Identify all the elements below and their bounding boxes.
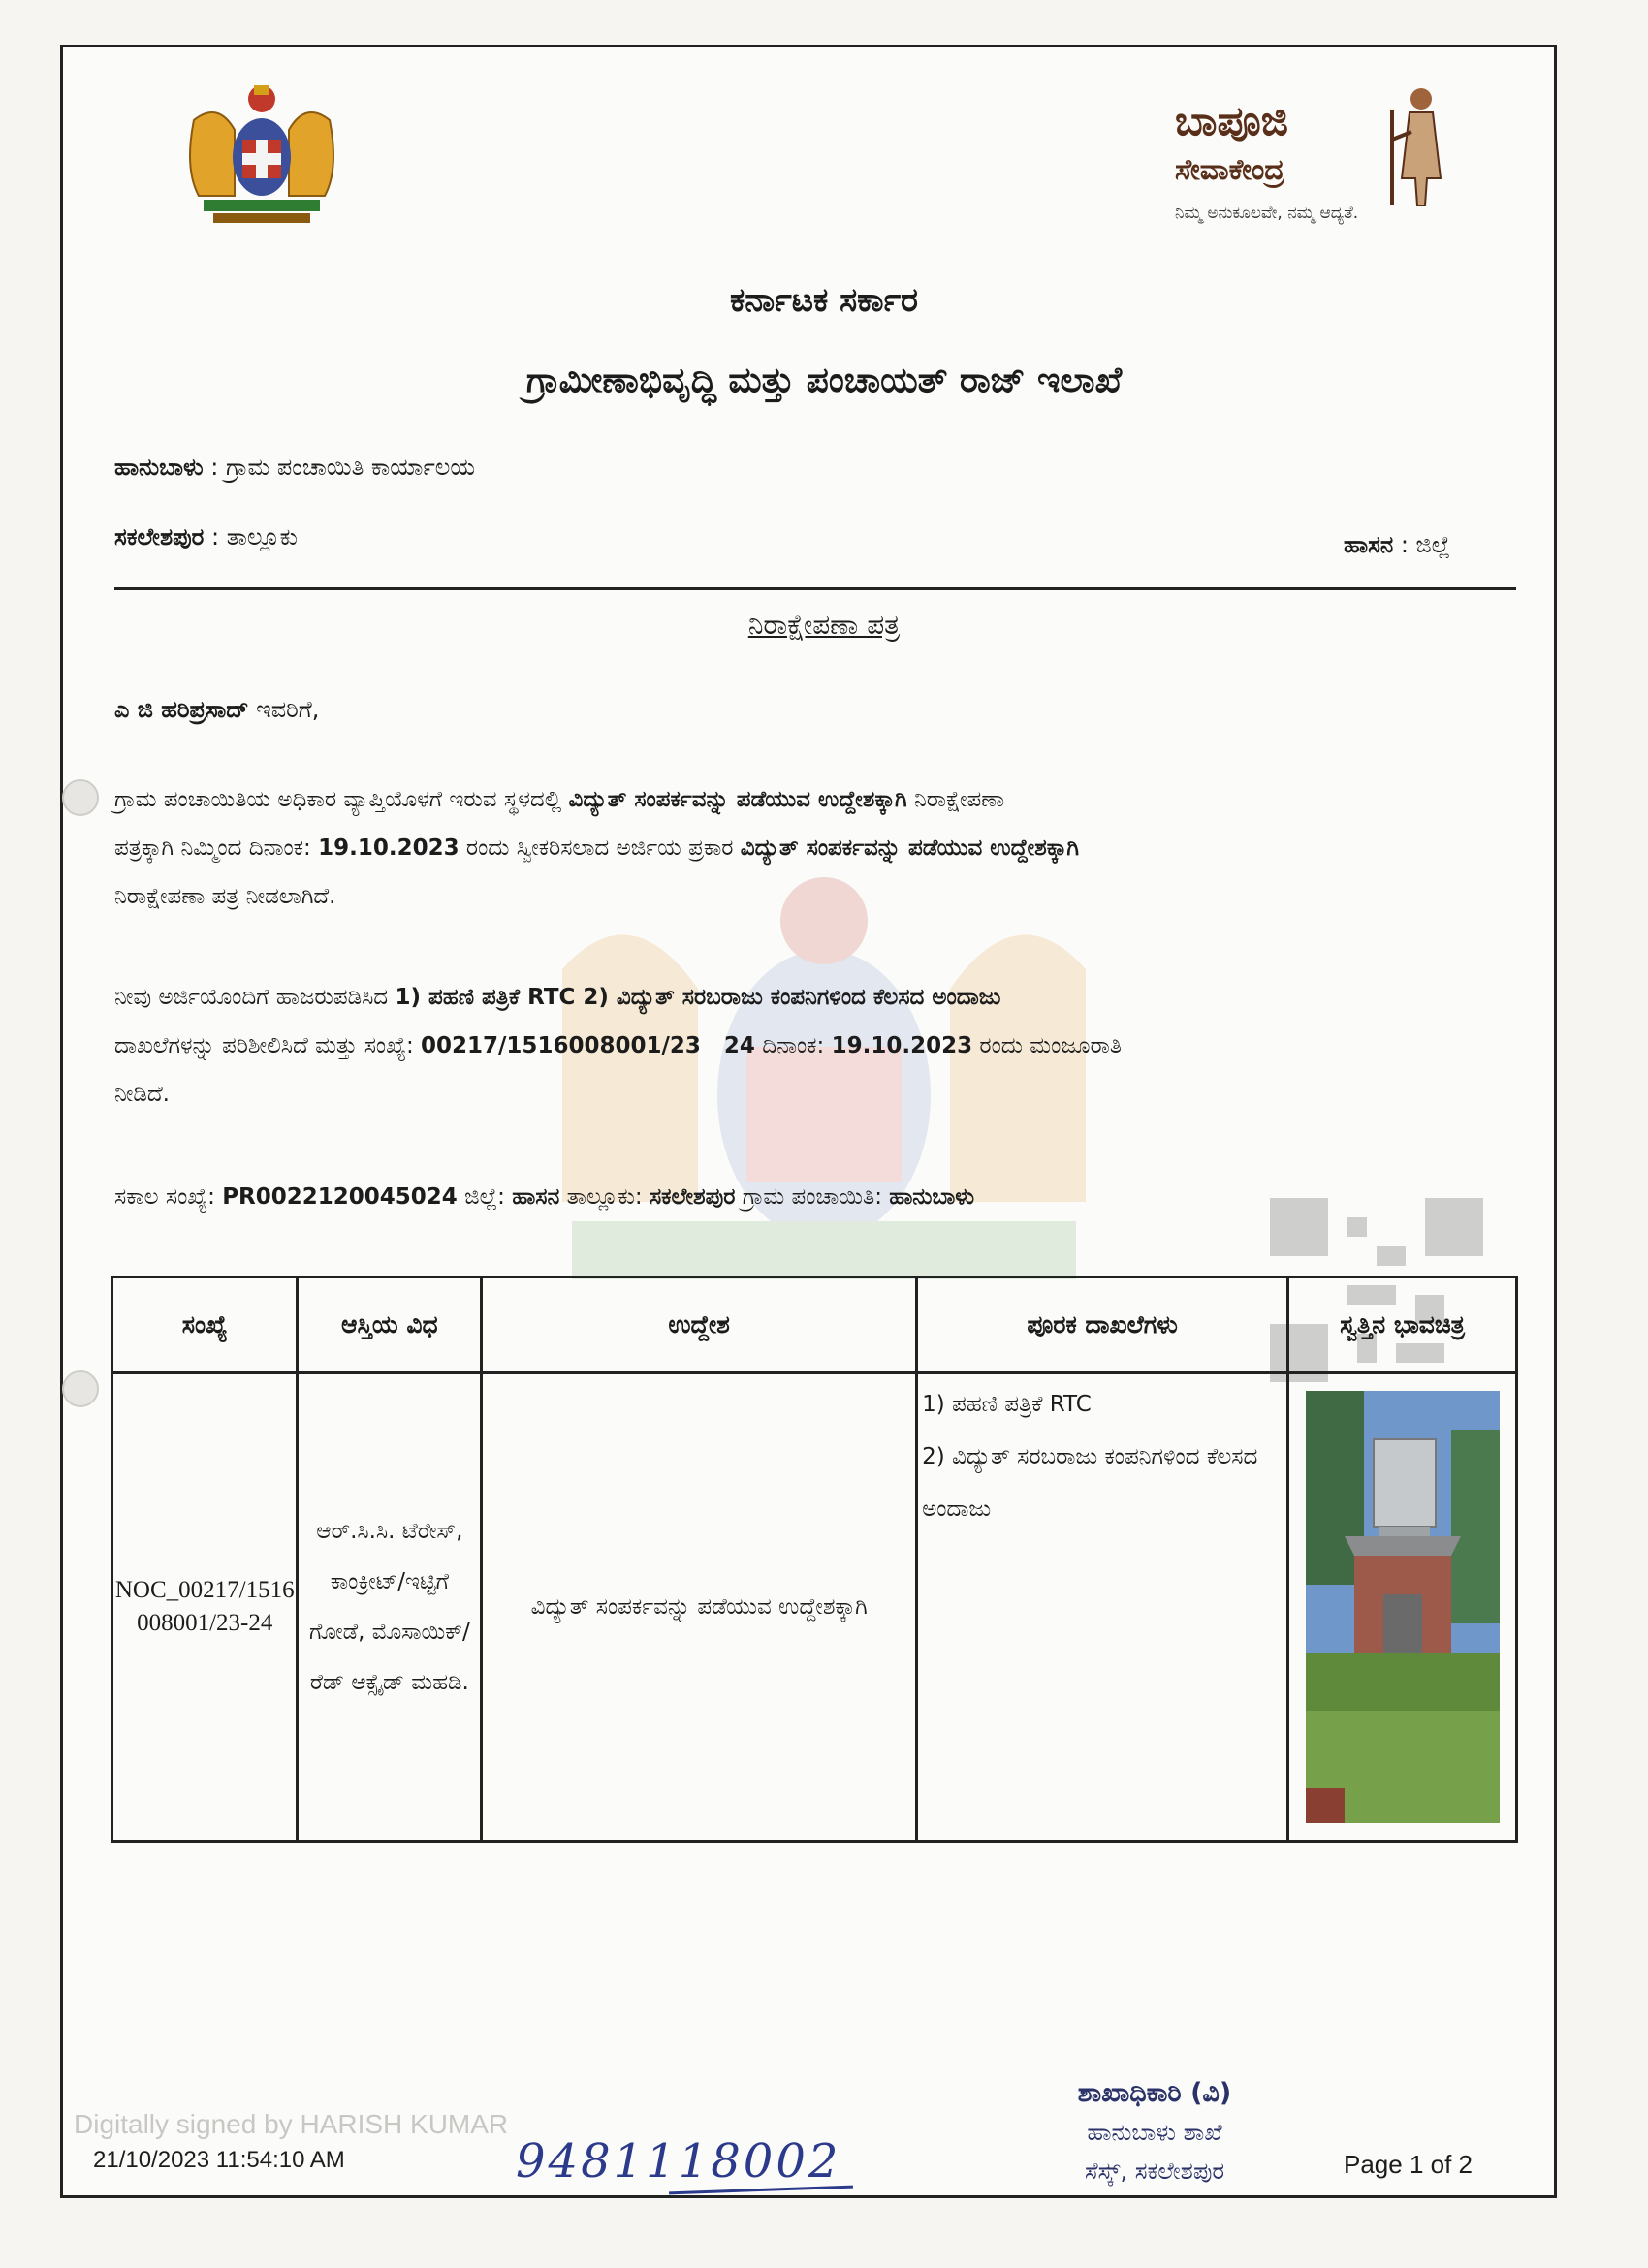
para2-number: 00217/1516008001/23 24 (421, 1033, 755, 1058)
para1-text-4: ರಂದು ಸ್ವೀಕರಿಸಲಾದ ಅರ್ಜಿಯ ಪ್ರಕಾರ (459, 835, 741, 861)
sakala-gp-label: ಗ್ರಾಮ ಪಂಚಾಯಿತಿ: (735, 1184, 890, 1210)
sakala-district-label: ಜಿಲ್ಲೆ: (457, 1184, 513, 1210)
doc-item-2: 2) ವಿದ್ಯುತ್ ಸರಬರಾಜು ಕಂಪನಿಗಳಿಂದ ಕೆಲಸದ ಅಂದಾಜು (922, 1444, 1258, 1522)
cell-photo (1288, 1373, 1517, 1842)
paragraph-1 (114, 775, 1530, 921)
paragraph-2 (114, 973, 1530, 1118)
sakala-taluk: ಸಕಲೇಶಪುರ (649, 1184, 736, 1210)
para2-date: 19.10.2023 (831, 1033, 973, 1058)
para1-bold-2: ವಿದ್ಯುತ್ ಸಂಪರ್ಕವನ್ನು ಪಡೆಯುವ ಉದ್ದೇಶಕ್ಕಾಗಿ (740, 835, 1079, 861)
stamp-line-1: ಶಾಖಾಧಿಕಾರಿ (ವಿ) (1077, 2078, 1232, 2108)
sakala-taluk-label: ತಾಲ್ಲೂಕು: (559, 1184, 650, 1210)
para1-text-3: ಪತ್ರಕ್ಕಾಗಿ ನಿಮ್ಮಿಂದ ದಿನಾಂಕ: (114, 835, 319, 861)
district-line (1344, 531, 1450, 558)
cell-purpose: ವಿದ್ಯುತ್ ಸಂಪರ್ಕವನ್ನು ಪಡೆಯುವ ಉದ್ದೇಶಕ್ಕಾಗಿ (482, 1373, 917, 1842)
col-header-purpose: ಉದ್ದೇಶ (482, 1277, 917, 1373)
punch-hole-top (62, 779, 99, 816)
handwritten-phone-number: 9481118002 (516, 2134, 841, 2189)
col-header-photo: ಸ್ವತ್ತಿನ ಭಾವಚಿತ್ರ (1288, 1277, 1517, 1373)
table-row (112, 1373, 1517, 1842)
cell-noc-number: NOC_00217/1516008001/23-24 (112, 1373, 298, 1842)
para1-text-5: ನಿರಾಕ್ಷೇಪಣಾ ಪತ್ರ ನೀಡಲಾಗಿದೆ. (114, 884, 336, 909)
para2-text-2: ದಾಖಲೆಗಳನ್ನು ಪರಿಶೀಲಿಸಿದೆ ಮತ್ತು ಸಂಖ್ಯೆ: (114, 1033, 422, 1058)
taluk-line (114, 523, 298, 551)
bapuji-tagline: ನಿಮ್ಮ ಅನುಕೂಲವೇ, ನಮ್ಮ ಆದ್ಯತೆ. (1175, 204, 1359, 223)
cell-property-type: ಆರ್.ಸಿ.ಸಿ. ಟೆರೇಸ್, ಕಾಂಕ್ರೀಟ್/ಇಟ್ಟಿಗೆ ಗೋಡೆ, ಮೊಸಾಯಿಕ್/ರೆಡ್ ಆಕ್ಸೈಡ್ ಮಹಡಿ. (298, 1373, 482, 1842)
officer-stamp (1033, 2074, 1276, 2190)
department-title: ಗ್ರಾಮೀಣಾಭಿವೃದ್ಧಿ ಮತ್ತು ಪಂಚಾಯತ್ ರಾಜ್ ಇಲಾಖೆ (525, 361, 1123, 400)
col-header-property-type: ಆಸ್ತಿಯ ವಿಧ (298, 1277, 482, 1373)
punch-hole-bottom (62, 1370, 99, 1407)
para2-text-1: ನೀವು ಅರ್ಜಿಯೊಂದಿಗೆ ಹಾಜರುಪಡಿಸಿದ (114, 985, 396, 1010)
panchayat-line (114, 454, 475, 481)
para1-bold-1: ವಿದ್ಯುತ್ ಸಂಪರ್ಕವನ್ನು ಪಡೆಯುವ ಉದ್ದೇಶಕ್ಕಾಗಿ (568, 787, 907, 812)
panchayat-name: ಹಾನುಬಾಳು (114, 454, 204, 481)
gandhi-figure-icon (1373, 81, 1470, 207)
bapuji-subtitle: ಸೇವಾಕೇಂದ್ರ (1175, 153, 1284, 187)
noc-table (111, 1276, 1518, 1843)
stamp-line-3: ಸೆಸ್ಕ್, ಸಕಲೇಶಪುರ (1084, 2158, 1225, 2185)
para1-text-2: ನಿರಾಕ್ಷೇಪಣಾ (906, 787, 1005, 812)
bapuji-seva-kendra-logo (1175, 97, 1466, 242)
sakala-gp: ಹಾನುಬಾಳು (889, 1184, 975, 1210)
karnataka-emblem-icon (174, 81, 349, 227)
government-title: ಕರ್ನಾಟಕ ಸರ್ಕಾರ (729, 281, 919, 320)
sakala-label: ಸಕಾಲ ಸಂಖ್ಯೆ: (114, 1184, 223, 1210)
document-title-text: ನಿರಾಕ್ಷೇಪಣಾ ಪತ್ರ (747, 609, 901, 641)
property-photo (1306, 1391, 1500, 1823)
table-header-row (112, 1277, 1517, 1373)
bapuji-title: ಬಾಪೂಜಿ (1175, 97, 1288, 144)
sakala-district: ಹಾಸನ (512, 1184, 560, 1210)
document-title (0, 609, 1648, 642)
sakala-number: PR0022120045024 (222, 1184, 458, 1210)
addressee-suffix: ಇವರಿಗೆ, (248, 696, 320, 723)
para2-text-3: ದಿನಾಂಕ: (754, 1033, 832, 1058)
para2-text-4: ರಂದು ಮಂಜೂರಾತಿ (972, 1033, 1122, 1058)
cell-documents (917, 1373, 1288, 1842)
col-header-number: ಸಂಖ್ಯೆ (112, 1277, 298, 1373)
district-suffix: : ಜಿಲ್ಲೆ (1393, 531, 1451, 558)
panchayat-suffix: : ಗ್ರಾಮ ಪಂಚಾಯಿತಿ ಕಾರ್ಯಾಲಯ (203, 454, 476, 481)
page-number: Page 1 of 2 (1344, 2150, 1473, 2179)
addressee-line (114, 696, 319, 723)
stamp-line-2: ಹಾನುಬಾಳು ಶಾಖೆ (1087, 2119, 1222, 2146)
taluk-suffix: : ತಾಲ್ಲೂಕು (204, 523, 299, 551)
digital-signature-text: Digitally signed by HARISH KUMAR (74, 2109, 509, 2139)
doc-item-1: 1) ಪಹಣಿ ಪತ್ರಿಕೆ RTC (922, 1392, 1092, 1417)
para1-text-1: ಗ್ರಾಮ ಪಂಚಾಯಿತಿಯ ಅಧಿಕಾರ ವ್ಯಾಪ್ತಿಯೊಳಗೆ ಇರುವ ಸ್ಥಳದಲ್ಲಿ (114, 787, 569, 812)
para1-date: 19.10.2023 (318, 835, 460, 861)
print-timestamp: 21/10/2023 11:54:10 AM (93, 2147, 345, 2173)
taluk-name: ಸಕಲೇಶಪುರ (114, 523, 205, 551)
col-header-documents: ಪೂರಕ ದಾಖಲೆಗಳು (917, 1277, 1288, 1373)
addressee-name: ಎ ಜಿ ಹರಿಪ್ರಸಾದ್ (114, 696, 249, 723)
district-name: ಹಾಸನ (1344, 531, 1394, 558)
para2-bold-1: 1) ಪಹಣಿ ಪತ್ರಿಕೆ RTC 2) ವಿದ್ಯುತ್ ಸರಬರಾಜು ಕಂಪನಿಗಳಿಂದ ಕೆಲಸದ ಅಂದಾಜು (395, 985, 1001, 1010)
para2-text-5: ನೀಡಿದೆ. (114, 1082, 170, 1107)
header-divider (114, 587, 1516, 590)
